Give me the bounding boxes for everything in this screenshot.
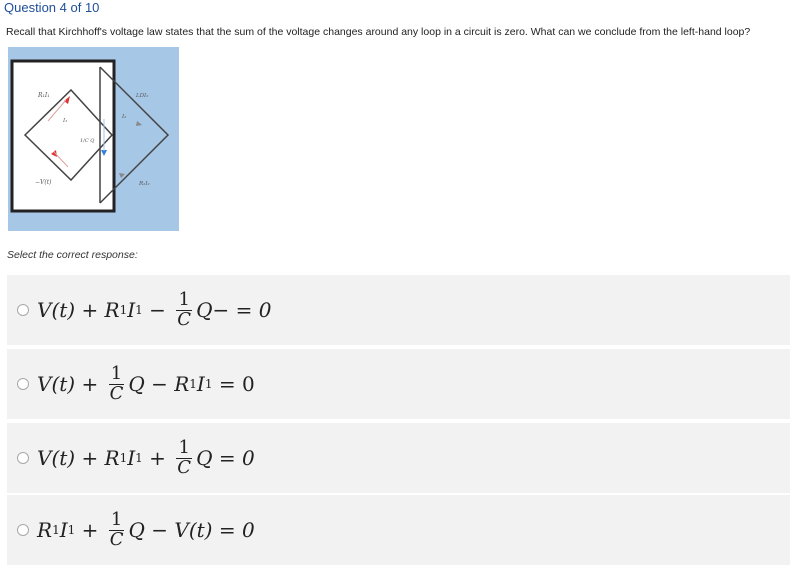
label-r1i1: R₁I₁ (38, 92, 50, 99)
answer-option-d[interactable] (7, 495, 790, 565)
eq-operator: + (75, 518, 105, 542)
fraction-numerator: 1 (178, 288, 190, 310)
circuit-diagram-svg (8, 47, 179, 231)
fraction-one-over-c (175, 288, 193, 330)
eq-term: Q− = 0 (196, 298, 272, 322)
eq-term: I (196, 372, 205, 396)
eq-term: Q = 0 (196, 446, 255, 470)
eq-operator: + (142, 446, 173, 470)
answer-option-c[interactable] (7, 423, 790, 493)
label-r2i2: R₂I₂ (139, 181, 150, 187)
answer-option-a[interactable] (7, 275, 790, 345)
fraction-denominator: C (177, 456, 192, 478)
left-loop-frame (12, 61, 114, 211)
eq-subscript: 1 (119, 303, 128, 317)
radio-button-icon[interactable] (17, 524, 29, 536)
eq-term: Q − V(t) = 0 (128, 518, 255, 542)
label-i1: I₁ (63, 118, 68, 124)
fraction-one-over-c (108, 362, 126, 404)
equation-d (37, 508, 255, 550)
fraction-denominator: C (109, 528, 124, 550)
question-number: Question 4 of 10 (4, 0, 100, 15)
equation-a (37, 288, 272, 330)
label-ldi: LDI₂ (136, 93, 149, 99)
fraction-numerator: 1 (178, 436, 190, 458)
eq-subscript: 1 (135, 451, 143, 465)
fraction-denominator: C (109, 382, 124, 404)
fraction-one-over-c (108, 508, 126, 550)
fraction-numerator: 1 (110, 508, 123, 530)
eq-subscript: 1 (67, 523, 76, 537)
label-q-over-c: 1/C Q (80, 138, 95, 144)
select-response-instruction: Select the correct response: (7, 249, 138, 261)
eq-operator: = 0 (212, 372, 255, 396)
eq-subscript: 1 (135, 303, 143, 317)
eq-subscript: 1 (52, 523, 60, 537)
fraction-one-over-c (175, 436, 193, 478)
equation-c (37, 436, 255, 478)
eq-subscript: 1 (204, 377, 213, 391)
radio-button-icon[interactable] (17, 304, 29, 316)
fraction-denominator: C (177, 308, 192, 330)
eq-term: I (59, 518, 68, 542)
eq-term: V(t) + R (37, 446, 120, 470)
radio-button-icon[interactable] (17, 378, 29, 390)
eq-term: R (37, 518, 53, 542)
eq-subscript: 1 (189, 377, 197, 391)
label-i2: I₂ (122, 114, 127, 120)
eq-operator: − (142, 298, 173, 322)
eq-term: I (127, 446, 136, 470)
question-prompt: Recall that Kirchhoff's voltage law states that the sum of the voltage changes around any loop in a circuit is zero. What can we conclude from the left-hand loop? (6, 26, 751, 38)
answer-option-b[interactable] (7, 349, 790, 419)
eq-term: I (127, 298, 136, 322)
label-vt: −V(t) (35, 179, 52, 186)
fraction-numerator: 1 (110, 362, 123, 384)
eq-subscript: 1 (119, 451, 128, 465)
equation-b (37, 362, 255, 404)
eq-term: V(t) + (37, 372, 105, 396)
eq-term: V(t) + R (37, 298, 120, 322)
circuit-diagram (8, 47, 179, 231)
eq-term: Q − R (128, 372, 190, 396)
radio-button-icon[interactable] (17, 452, 29, 464)
